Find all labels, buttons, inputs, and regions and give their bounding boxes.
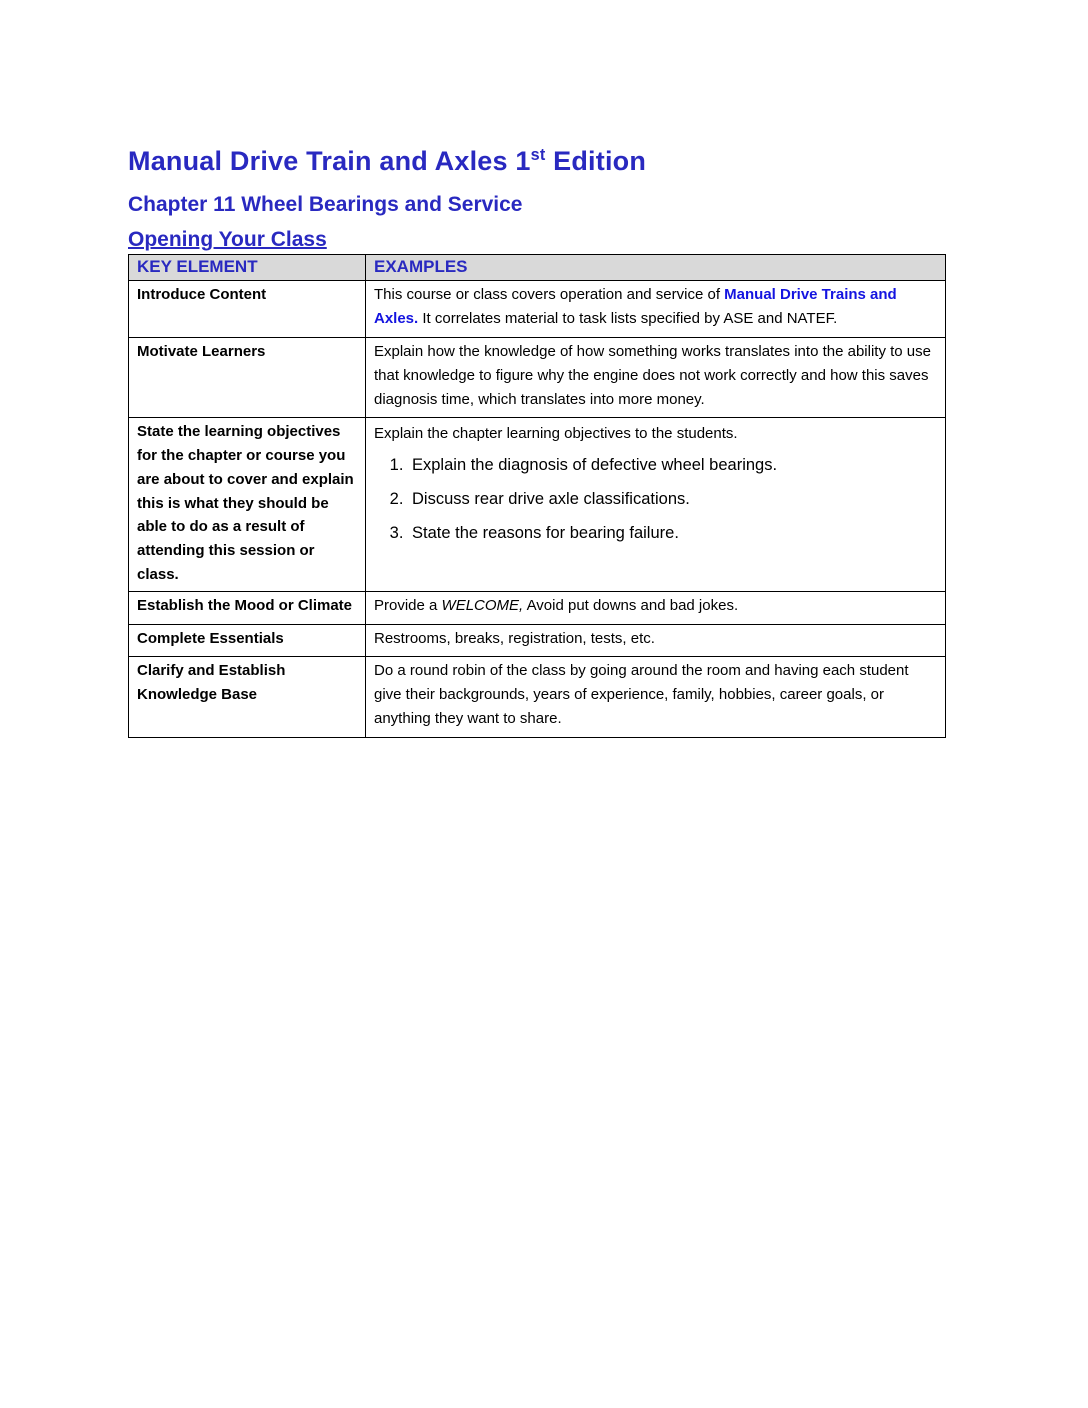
column-header-key-element: KEY ELEMENT: [129, 255, 366, 281]
example-text: This course or class covers operation and service of: [374, 286, 725, 303]
table-row-introduce-content: [129, 281, 946, 338]
example-cell: [366, 592, 946, 624]
title-suffix: Edition: [545, 146, 647, 176]
example-cell: Do a round robin of the class by going around the room and having each student give their backgrounds, years of experience, family, hobbies, career goals, or anything they want to share.: [366, 656, 946, 737]
example-cell: [366, 418, 946, 592]
example-cell: Restrooms, breaks, registration, tests, etc.: [366, 624, 946, 656]
chapter-heading: Chapter 11 Wheel Bearings and Service: [128, 193, 523, 216]
objectives-list: [374, 454, 933, 546]
example-highlight-text: Manual Drive Trains and Axles.: [374, 286, 897, 328]
objectives-intro-text: Explain the chapter learning objectives to the students.: [374, 425, 738, 443]
objective-item: 3. State the reasons for bearing failure.: [408, 522, 933, 546]
table-row-clarify-knowledge-base: [129, 656, 946, 737]
table-row-motivate-learners: [129, 337, 946, 418]
key-element-cell: Introduce Content: [129, 281, 366, 338]
key-element-cell: State the learning objectives for the chapter or course you are about to cover and explain this is what they should be able to do as a result of attending this session or class.: [129, 418, 366, 592]
example-text: It correlates material to task lists specified by ASE and NATEF.: [418, 310, 838, 328]
column-header-examples: EXAMPLES: [366, 255, 946, 281]
example-cell: Explain how the knowledge of how something works translates into the ability to use that knowledge to figure why the engine does not work correctly and how this saves diagnosis time, which translates into more money.: [366, 337, 946, 418]
document-content: [128, 146, 958, 738]
table-row-learning-objectives: [129, 418, 946, 592]
example-text: Provide a: [374, 597, 442, 615]
example-italic-text: WELCOME,: [441, 597, 524, 615]
example-text: Avoid put downs and bad jokes.: [523, 597, 739, 615]
key-element-cell: Motivate Learners: [129, 337, 366, 418]
title-superscript: st: [530, 146, 546, 164]
key-element-cell: Establish the Mood or Climate: [129, 592, 366, 624]
opening-class-table: [128, 254, 946, 738]
example-cell: [366, 281, 946, 338]
table-row-complete-essentials: [129, 624, 946, 656]
objective-item: 2. Discuss rear drive axle classifications.: [408, 488, 933, 512]
table-row-establish-mood: [129, 592, 946, 624]
key-element-cell: Complete Essentials: [129, 624, 366, 656]
objective-item: 1. Explain the diagnosis of defective wheel bearings.: [408, 454, 933, 478]
table-header-row: [129, 255, 946, 281]
title-text: Manual Drive Train and Axles 1: [128, 146, 531, 176]
key-element-cell: Clarify and Establish Knowledge Base: [129, 656, 366, 737]
section-heading: Opening Your Class: [128, 228, 327, 251]
document-title: [128, 146, 958, 177]
